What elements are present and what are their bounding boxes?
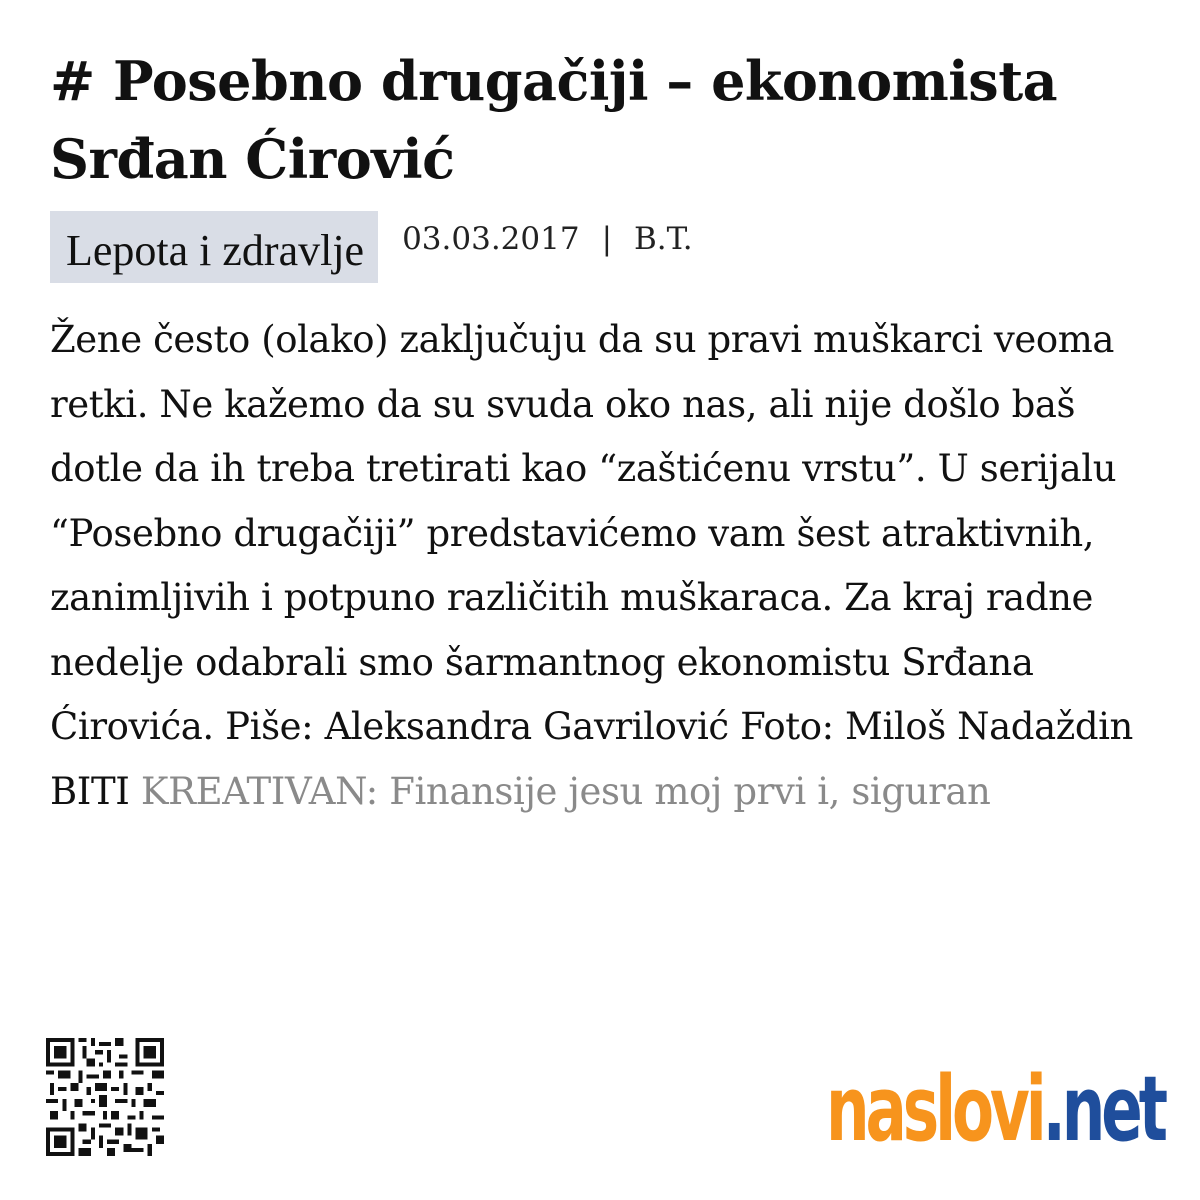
naslovi-logo[interactable]: [826, 1055, 1164, 1165]
article-meta: [50, 211, 693, 283]
byline: [402, 203, 693, 275]
publish-date: 03.03.2017: [402, 221, 580, 257]
article-body-faded: KREATIVAN: Finansije jesu moj prvi i, siguran: [140, 769, 991, 813]
article-body: [50, 308, 1160, 824]
author-name: B.T.: [634, 221, 693, 257]
logo-net-text: .net: [1042, 1057, 1164, 1162]
article-title: # Posebno drugačiji – ekonomista Srđan Ćirović: [50, 49, 1058, 191]
article-body-text: Žene često (olako) zaključuju da su pravi muškarci veoma retki. Ne kažemo da su svuda oko nas, ali nije došlo baš dotle da ih treba tretirati kao “zaštićenu vrstu”. U serijalu “Posebno drugačiji” predstavićemo vam šest atraktivnih, zanimljivih i potpuno različitih muškaraca. Za kraj radne nedelje odabrali smo šarmantnog ekonomistu Srđana Ćirovića. Piše: Aleksandra Gavrilović Foto: Miloš Nadaždin BITI: [50, 318, 1133, 813]
category-badge[interactable]: Lepota i zdravlje: [50, 211, 378, 283]
byline-separator: |: [601, 221, 613, 257]
logo-naslovi-text: naslovi: [826, 1057, 1043, 1162]
qr-code-icon: [46, 1038, 164, 1156]
